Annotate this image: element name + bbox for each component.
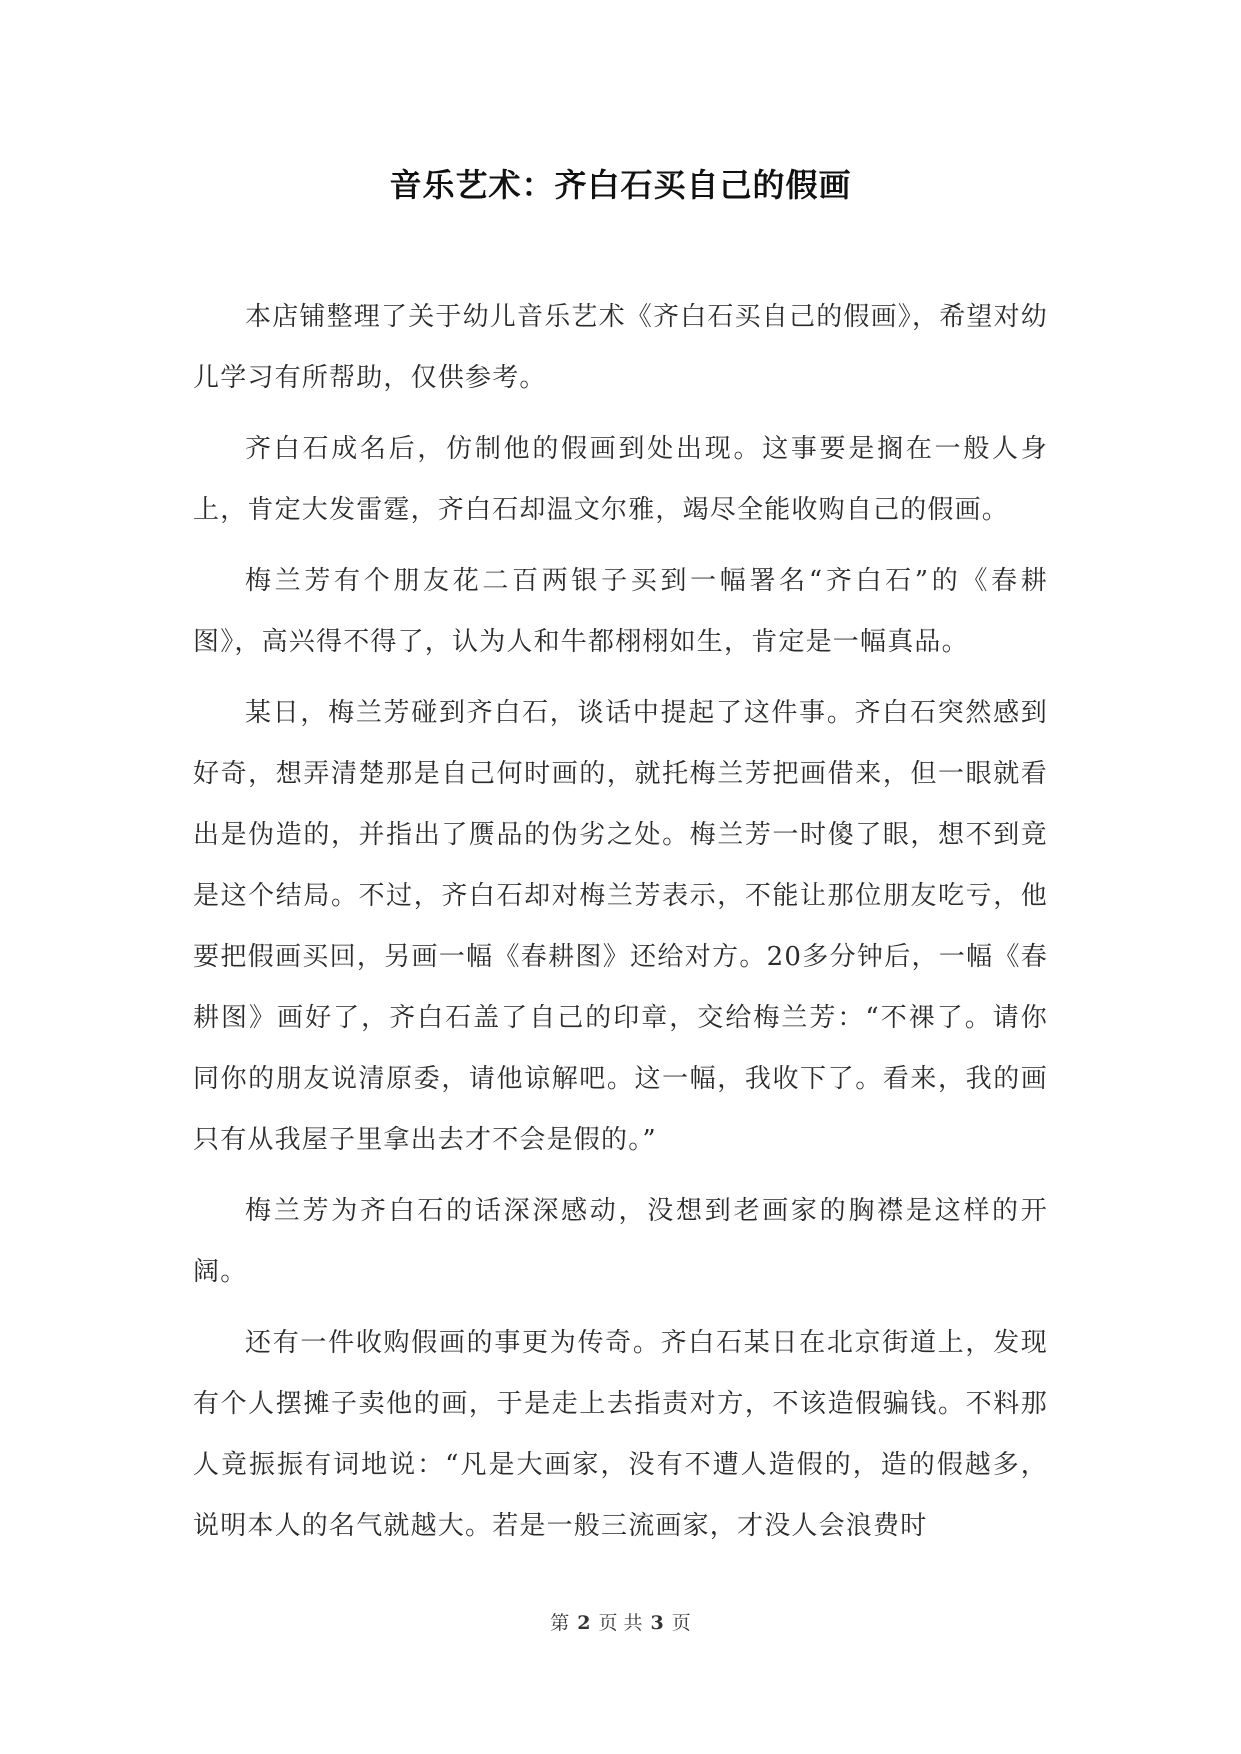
page-total: 3 (650, 1612, 664, 1634)
footer-middle: 页 共 (598, 1612, 643, 1634)
footer-suffix: 页 (671, 1612, 691, 1634)
page-footer (0, 1608, 1241, 1635)
paragraph: 梅兰芳为齐白石的话深深感动，没想到老画家的胸襟是这样的开阔。 (193, 1196, 1048, 1287)
paragraph: 某日，梅兰芳碰到齐白石，谈话中提起了这件事。齐白石突然感到好奇，想弄清楚那是自己何时画的，就托梅兰芳把画借来，但一眼就看出是伪造的，并指出了赝品的伪劣之处。梅兰芳一时傻了眼，想不到竟是这个结局。不过，齐白石却对梅兰芳表示，不能让那位朋友吃亏，他要把假画买回，另画一幅《春耕图》还给对方。20多分钟后，一幅《春耕图》画好了，齐白石盖了自己的印章，交给梅兰芳：“不祼了。请你同你的朋友说清原委，请他谅解吧。这一幅，我收下了。看来，我的画只有从我屋子里拿出去才不会是假的。” (193, 698, 1048, 1155)
paragraph: 本店铺整理了关于幼儿音乐艺术《齐白石买自己的假画》，希望对幼儿学习有所帮助，仅供参考。 (193, 302, 1049, 393)
paragraph: 齐白石成名后，仿制他的假画到处出现。这事要是搁在一般人身上，肯定大发雷霆，齐白石却温文尔雅，竭尽全能收购自己的假画。 (193, 434, 1048, 525)
paragraph: 还有一件收购假画的事更为传奇。齐白石某日在北京街道上，发现有个人摆摊子卖他的画，于是走上去指责对方，不该造假骗钱。不料那人竟振振有词地说：“凡是大画家，没有不遭人造假的，造的假越多，说明本人的名气就越大。若是一般三流画家，才没人会浪费时 (193, 1328, 1048, 1541)
document-title: 音乐艺术：齐白石买自己的假画 (389, 166, 852, 204)
footer-prefix: 第 (550, 1612, 570, 1634)
page-number: 2 (577, 1612, 591, 1634)
document-body (193, 287, 1048, 1567)
paragraph: 梅兰芳有个朋友花二百两银子买到一幅署名“齐白石”的《春耕图》，高兴得不得了，认为人和牛都栩栩如生，肯定是一幅真品。 (193, 566, 1048, 657)
